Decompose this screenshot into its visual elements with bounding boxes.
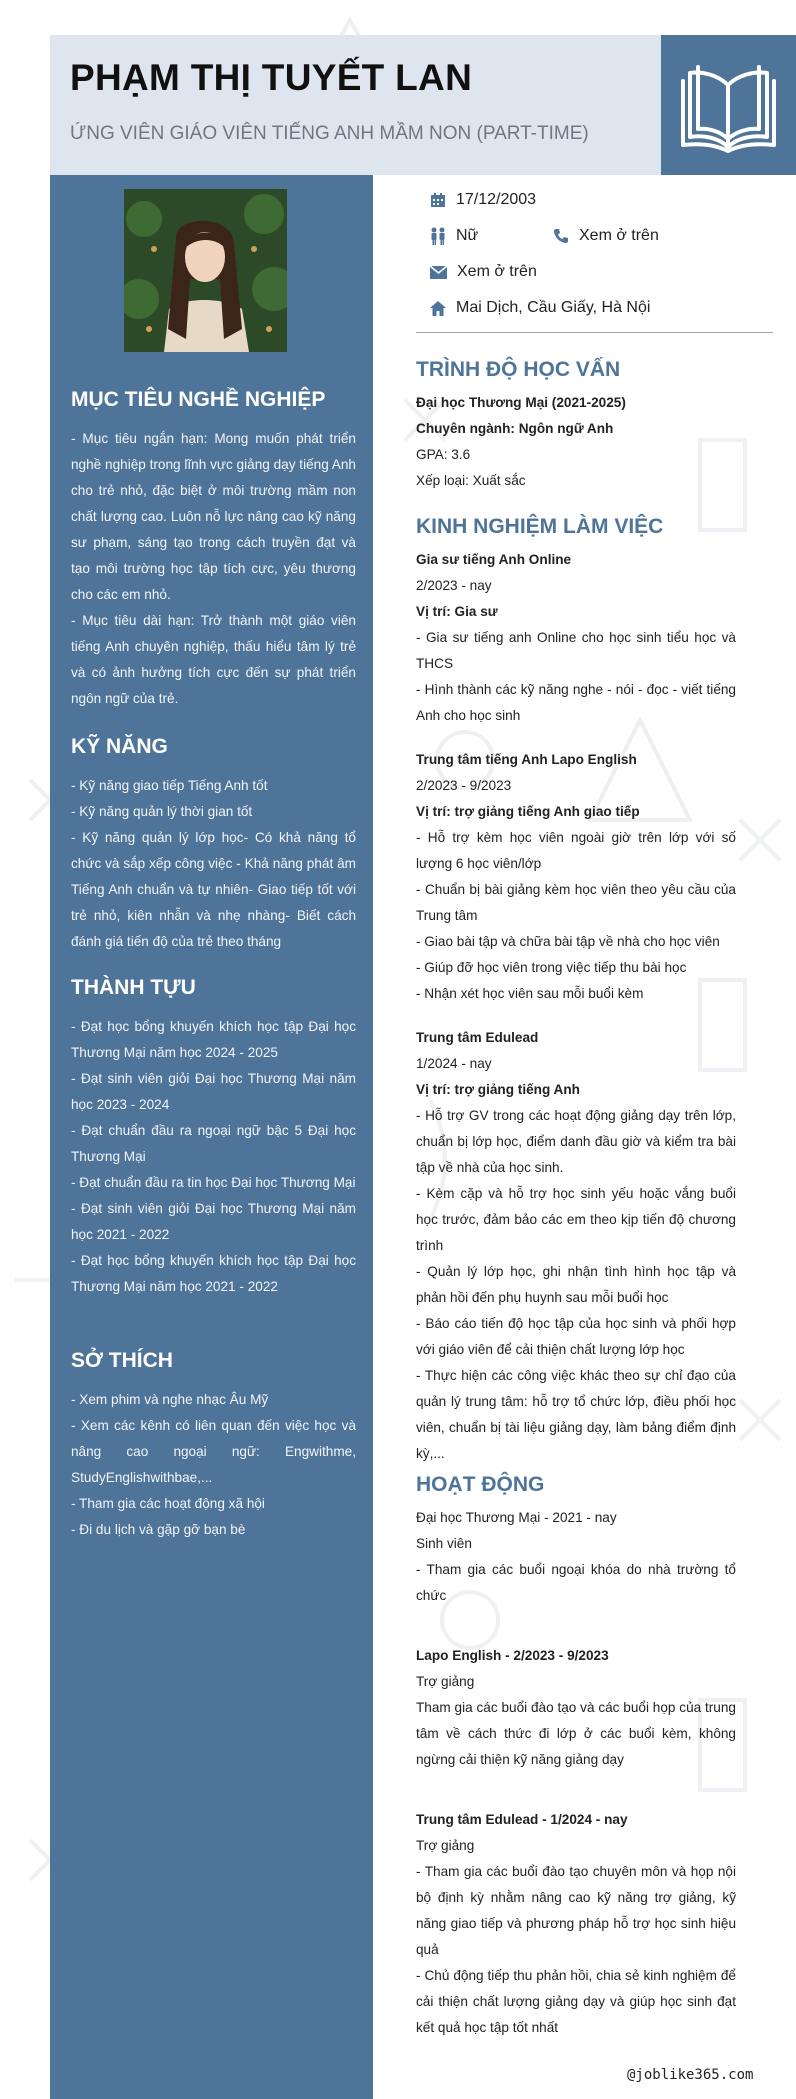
job-duty: - Hình thành các kỹ năng nghe - nói - đọc - viết tiếng Anh cho học sinh [416, 682, 736, 723]
job-duty: - Thực hiện các công việc khác theo sự chỉ đạo của quản lý trung tâm: hỗ trợ tổ chức lớp, điều phối học viên, chuẩn bị tài liệu giảng dạy, làm bảng điểm định kỳ,... [416, 1368, 736, 1461]
header [50, 35, 661, 175]
job-company: Trung tâm Edulead [416, 1030, 539, 1045]
activity-detail: Tham gia các buổi đào tạo và các buổi họp của trung tâm về cách thức đi lớp ở các buổi kèm, không ngừng cải thiện kỹ năng giảng dạy [416, 1700, 736, 1767]
job-duty: - Kèm cặp và hỗ trợ học sinh yếu hoặc vắng buổi học trước, đảm bảo các em theo kịp tiến độ chương trình [416, 1186, 736, 1253]
email-value[interactable]: Xem ở trên [457, 263, 537, 280]
achievement-item: - Đạt chuẩn đầu ra ngoại ngữ bậc 5 Đại học Thương Mại [71, 1123, 356, 1164]
hobby-item: - Xem phim và nghe nhạc Âu Mỹ [71, 1392, 269, 1407]
experience-title: KINH NGHIỆM LÀM VIỆC [416, 515, 664, 538]
email-icon [430, 266, 447, 279]
candidate-role: ỨNG VIÊN GIÁO VIÊN TIẾNG ANH MẦM NON (PART-TIME) [70, 123, 589, 144]
activity-role: Trợ giảng [416, 1674, 475, 1689]
candidate-name: PHẠM THỊ TUYẾT LAN [70, 57, 473, 98]
activity-role: Sinh viên [416, 1536, 472, 1551]
job-company: Trung tâm tiếng Anh Lapo English [416, 752, 637, 767]
objective-block [71, 388, 356, 712]
home-icon [430, 301, 446, 316]
profile-photo [124, 189, 287, 352]
education-rank: Xếp loại: Xuất sắc [416, 473, 526, 488]
achievement-item: - Đạt sinh viên giỏi Đại học Thương Mại năm học 2023 - 2024 [71, 1071, 356, 1112]
open-book-icon [661, 35, 796, 175]
job-position: Vị trí: trợ giảng tiếng Anh [416, 1082, 580, 1097]
job-duty: - Gia sư tiếng anh Online cho học sinh tiểu học và THCS [416, 630, 736, 671]
objective-line: - Mục tiêu ngắn hạn: Mong muốn phát triển nghề nghiệp trong lĩnh vực giảng dạy tiếng Anh cho trẻ nhỏ, đặc biệt ở môi trường mầm non chất lượng cao. Luôn nỗ lực nâng cao kỹ năng sư phạm, sáng tạo trong cách truyền đạt và tạo môi trường học tập tích cực, yêu thương cho các em nhỏ. [71, 431, 356, 602]
job-position: Vị trí: trợ giảng tiếng Anh giao tiếp [416, 804, 640, 819]
achievement-item: - Đạt chuẩn đầu ra tin học Đại học Thương Mại [71, 1175, 356, 1190]
job-duty: - Hỗ trợ kèm học viên ngoài giờ trên lớp với số lượng 6 học viên/lớp [416, 830, 736, 871]
activity-heading: Đại học Thương Mại - 2021 - nay [416, 1510, 617, 1525]
job-duty: - Chuẩn bị bài giảng kèm học viên theo yêu cầu của Trung tâm [416, 882, 736, 923]
achievement-item: - Đạt sinh viên giỏi Đại học Thương Mại năm học 2021 - 2022 [71, 1201, 356, 1242]
job-period: 2/2023 - nay [416, 578, 492, 593]
divider [416, 332, 773, 333]
achievements-title: THÀNH TỰU [71, 976, 196, 999]
activity-role: Trợ giảng [416, 1838, 475, 1853]
job-duty: - Giúp đỡ học viên trong việc tiếp thu bài học [416, 960, 687, 975]
skill-item: - Kỹ năng quản lý thời gian tốt [71, 804, 253, 819]
activity-detail: - Chủ động tiếp thu phản hồi, chia sẻ kinh nghiệm để cải thiện chất lượng giảng dạy và giúp học sinh đạt kết quả học tập tốt nhất [416, 1968, 736, 2035]
phone-value[interactable]: Xem ở trên [579, 227, 659, 244]
achievement-item: - Đạt học bổng khuyến khích học tập Đại học Thương Mại năm học 2024 - 2025 [71, 1019, 356, 1060]
achievements-section [71, 976, 356, 1300]
skill-item: - Kỹ năng quản lý lớp học- Có khả năng tổ chức và sắp xếp công việc - Khả năng phát âm Tiếng Anh chuẩn và tự nhiên- Giao tiếp tốt với trẻ nhỏ, kiên nhẫn và nhẹ nhàng- Biết cách đánh giá tiến độ của trẻ theo tháng [71, 830, 356, 949]
birthday-row [430, 191, 536, 209]
job-duty: - Quản lý lớp học, ghi nhận tình hình học tập và phản hồi đến phụ huynh sau mỗi buổi học [416, 1264, 736, 1305]
education-section [416, 358, 736, 494]
gender-icon [430, 227, 446, 245]
education-major: Chuyên ngành: Ngôn ngữ Anh [416, 421, 614, 436]
phone-icon [553, 228, 569, 244]
job-duty: - Nhận xét học viên sau mỗi buổi kèm [416, 986, 644, 1001]
job-position: Vị trí: Gia sư [416, 604, 498, 619]
footer-watermark: @joblike365.com [627, 2067, 754, 2083]
hobby-item: - Đi du lịch và gặp gỡ bạn bè [71, 1522, 246, 1537]
education-gpa: GPA: 3.6 [416, 447, 471, 462]
skill-item: - Kỹ năng giao tiếp Tiếng Anh tốt [71, 778, 268, 793]
email-row [430, 263, 537, 281]
activity-detail: - Tham gia các buổi ngoại khóa do nhà trường tổ chức [416, 1562, 736, 1603]
job-period: 2/2023 - 9/2023 [416, 778, 512, 793]
experience-section [416, 515, 736, 1467]
job-duty: - Giao bài tập và chữa bài tập về nhà cho học viên [416, 934, 720, 949]
hobby-item: - Tham gia các hoạt động xã hội [71, 1496, 265, 1511]
education-title: TRÌNH ĐỘ HỌC VẤN [416, 358, 621, 381]
activities-title: HOẠT ĐỘNG [416, 1473, 545, 1496]
phone-row [553, 227, 659, 245]
activity-heading: Trung tâm Edulead - 1/2024 - nay [416, 1812, 628, 1827]
activities-section [416, 1473, 736, 2041]
birthday-value: 17/12/2003 [456, 191, 537, 208]
gender-row [430, 227, 478, 245]
skills-title: KỸ NĂNG [71, 735, 168, 758]
skills-section [71, 735, 356, 955]
objective-line: - Mục tiêu dài hạn: Trở thành một giáo viên tiếng Anh chuyên nghiệp, thấu hiểu tâm lý trẻ và có ảnh hưởng tích cực đến sự phát triển ngôn ngữ của trẻ. [71, 613, 356, 706]
activity-heading: Lapo English - 2/2023 - 9/2023 [416, 1648, 609, 1663]
objective-title: MỤC TIÊU NGHỀ NGHIỆP [71, 388, 326, 411]
address-value: Mai Dịch, Cầu Giấy, Hà Nội [456, 299, 651, 316]
job-period: 1/2024 - nay [416, 1056, 492, 1071]
hobbies-section [71, 1349, 356, 1543]
education-school: Đại học Thương Mại (2021-2025) [416, 395, 626, 410]
hobby-item: - Xem các kênh có liên quan đến việc học và nâng cao ngoại ngữ: Engwithme, StudyEnglishwithbae,... [71, 1418, 356, 1485]
left-column [50, 175, 373, 2099]
job-duty: - Báo cáo tiến độ học tập của học sinh và phối hợp với giáo viên để cải thiện chất lượng lớp học [416, 1316, 736, 1357]
job-duty: - Hỗ trợ GV trong các hoạt động giảng dạy trên lớp, chuẩn bị lớp học, điểm danh đầu giờ và kiểm tra bài tập về nhà của học sinh. [416, 1108, 736, 1175]
activity-detail: - Tham gia các buổi đào tạo chuyên môn và họp nội bộ định kỳ nhằm nâng cao kỹ năng trợ giảng, kỹ năng giao tiếp và phương pháp hỗ trợ học sinh hiệu quả [416, 1864, 736, 1957]
job-company: Gia sư tiếng Anh Online [416, 552, 572, 567]
achievement-item: - Đạt học bổng khuyến khích học tập Đại học Thương Mại năm học 2021 - 2022 [71, 1253, 356, 1294]
gender-value: Nữ [456, 227, 479, 244]
address-row [430, 299, 650, 317]
hobbies-title: SỞ THÍCH [71, 1349, 173, 1372]
calendar-icon [430, 192, 446, 208]
